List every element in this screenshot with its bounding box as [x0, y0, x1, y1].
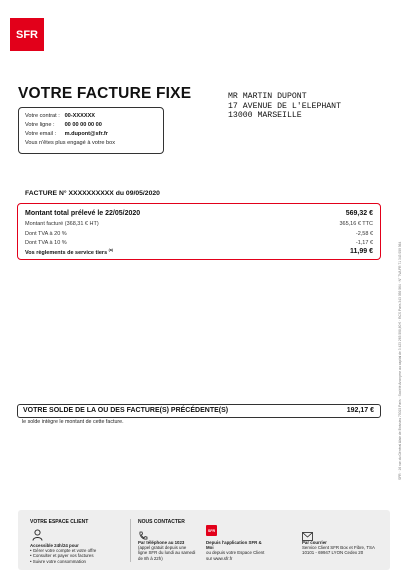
- espace-item: • Consulter et payer vos factures: [30, 553, 94, 559]
- sfr-logo: [10, 18, 44, 51]
- recipient-address: MR MARTIN DUPONT 17 AVENUE DE L'ELEPHANT 13000 MARSEILLE: [228, 92, 342, 121]
- contract-value: 00-XXXXXX: [64, 113, 96, 119]
- total-label: Montant total prélevé le 22/05/2020: [25, 210, 141, 217]
- line-value: 00 00 00 00 00: [64, 122, 102, 128]
- mail-contact: [302, 540, 384, 556]
- billed-label: Montant facturé (368,31 € HT): [25, 221, 99, 227]
- footer-panel: [18, 510, 390, 570]
- tva10-label: Dont TVA à 10 %: [25, 240, 67, 246]
- mail-bold: Par courrier: [302, 540, 327, 545]
- account-info-box: [18, 107, 164, 154]
- phone-contact: [138, 540, 196, 561]
- engagement-note: Vous n'êtes plus engagé à votre box: [25, 140, 116, 146]
- espace-item: • Gérer votre compte et votre offre: [30, 548, 97, 554]
- tva20-label: Dont TVA à 20 %: [25, 231, 67, 237]
- previous-balance-note: le solde intègre le montant de cette facture.: [22, 419, 124, 425]
- total-row: [25, 210, 373, 217]
- line-label: Votre ligne :: [25, 122, 55, 128]
- espace-client-title: VOTRE ESPACE CLIENT: [30, 519, 89, 525]
- previous-balance-label: VOTRE SOLDE DE LA OU DES FACTURE(S) PRÉCÉDENTE(S): [23, 407, 229, 414]
- invoice-summary-box: [17, 203, 381, 260]
- app-text: ou depuis votre Espace Client sur www.sfr.fr: [206, 550, 265, 561]
- mail-text: Service Client SFR Box et Fibre, TSA 10101 - 69947 LYON Cedex 20: [302, 545, 375, 556]
- footer-divider: [130, 519, 131, 562]
- espace-item: • Suivre votre consommation: [30, 558, 86, 564]
- third-party-row: [25, 248, 373, 256]
- previous-balance-value: 192,17 €: [346, 407, 374, 414]
- page-title: VOTRE FACTURE FIXE: [18, 85, 192, 102]
- billed-value: 365,16 € TTC: [339, 221, 373, 227]
- app-contact: [206, 540, 268, 561]
- espace-client-text: [30, 543, 125, 564]
- tva10-value: -1,17 €: [355, 240, 373, 246]
- invoice-number: FACTURE N° XXXXXXXXXX du 09/05/2020: [25, 190, 160, 197]
- contract-label: Votre contrat :: [25, 113, 60, 119]
- total-value: 569,32 €: [345, 210, 373, 217]
- contract-row: [25, 112, 157, 121]
- legal-side-text: SFR · 16 rue du Général Alain de Boissieu 75015 Paris · Société Anonyme au capital de 3 423 265 598,60 € · RCS Paris 343 059 564 · N° TVA FR 71 343 059 564: [398, 241, 402, 480]
- app-icon-label: SFR: [206, 525, 217, 536]
- sfr-app-icon: [206, 525, 217, 536]
- tva20-value: -2,58 €: [355, 231, 373, 237]
- email-row: [25, 130, 157, 139]
- contact-title: NOUS CONTACTER: [138, 519, 185, 525]
- espace-client-bold: Accessible 24h/24 pour: [30, 543, 79, 548]
- third-party-value: 11,99 €: [350, 248, 373, 255]
- app-bold: Depuis l'application SFR & Moi: [206, 540, 262, 551]
- billed-row: [25, 221, 373, 227]
- phone-text: (appel gratuit depuis une ligne SFR du lundi au samedi de 8h à 22h): [138, 545, 196, 561]
- line-row: [25, 121, 157, 130]
- tva20-row: [25, 231, 373, 237]
- tva10-row: [25, 240, 373, 246]
- email-label: Votre email :: [25, 131, 57, 137]
- previous-balance-box: [17, 404, 381, 418]
- logo-text: SFR: [16, 28, 38, 41]
- third-party-label: Vos règlements de service tiers: [25, 249, 108, 256]
- phone-bold: Par téléphone au 1023: [138, 540, 185, 545]
- third-party-footnote: (a): [108, 248, 113, 252]
- email-value: m.dupont@sfr.fr: [64, 131, 108, 137]
